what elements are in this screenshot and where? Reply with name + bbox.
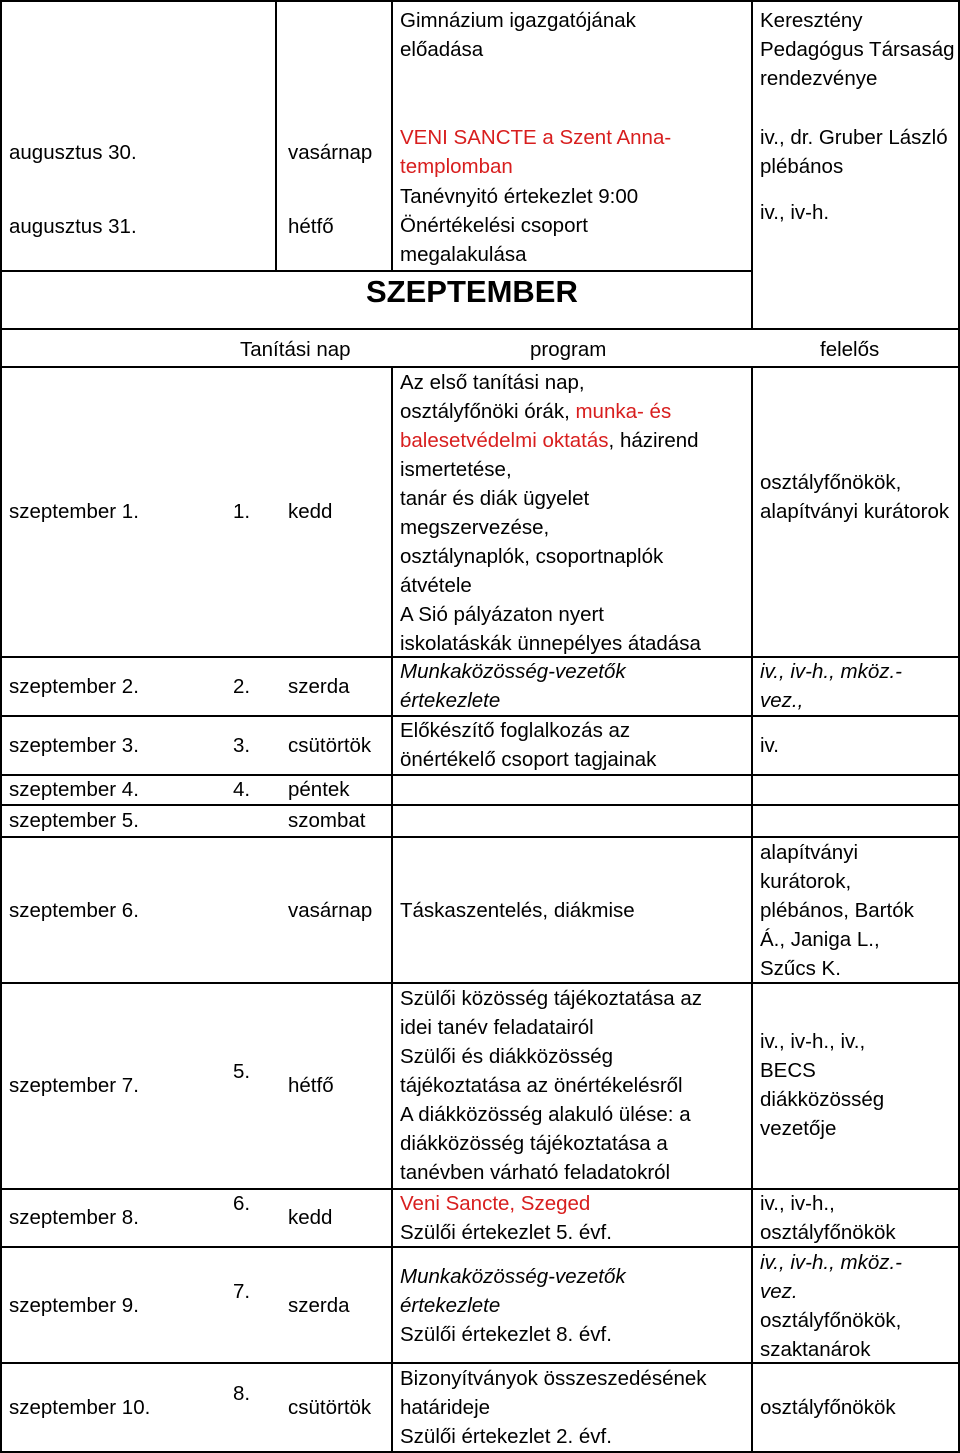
row-day: kedd — [288, 500, 333, 523]
top-program-1: Gimnázium igazgatójának előadása — [400, 9, 636, 61]
row-date: szeptember 9. — [9, 1294, 139, 1317]
row-program: Munkaközösség-vezetők értekezlete — [400, 660, 626, 712]
top-date-2: augusztus 30. — [9, 141, 137, 164]
row-program: Az első tanítási nap, osztályfőnöki órák, munka- és balesetvédelmi oktatás, házirend ismertetése, tanár és diák ügyelet megszervezése, osztálynaplók, csoportnaplók átvétele A Sió pályázaton nyert iskolatáskák ünnepélyes átadása — [400, 371, 701, 655]
row-date: szeptember 7. — [9, 1074, 139, 1097]
row-num: 4. — [233, 778, 251, 801]
row-program: Veni Sancte, Szeged Szülői értekezlet 5. évf. — [400, 1192, 612, 1244]
header-program: program — [530, 338, 607, 361]
header-tanitasi-nap: Tanítási nap — [240, 338, 351, 361]
row-felelos: iv. — [760, 734, 779, 757]
row-day: csütörtök — [288, 734, 372, 757]
row-num: 3. — [233, 734, 251, 757]
row-num: 6. — [233, 1192, 251, 1215]
row-date: szeptember 6. — [9, 899, 139, 922]
row-day: vasárnap — [288, 899, 373, 922]
row-program: Előkészítő foglalkozás az önértékelő csoport tagjainak — [400, 719, 657, 771]
header-felelos: felelős — [820, 338, 880, 361]
row-day: szombat — [288, 809, 366, 832]
row-day: csütörtök — [288, 1396, 372, 1419]
row-date: szeptember 3. — [9, 734, 139, 757]
top-felelos-1: Keresztény Pedagógus Társaság rendezvénye — [760, 9, 955, 90]
row-program: Munkaközösség-vezetők értekezlete Szülői értekezlet 8. évf. — [400, 1265, 626, 1346]
top-program-3: Tanévnyitó értekezlet 9:00 Önértékelési csoport megalakulása — [400, 185, 639, 266]
row-day: kedd — [288, 1206, 333, 1229]
row-day: hétfő — [288, 1074, 334, 1097]
row-date: szeptember 1. — [9, 500, 139, 523]
top-date-3: augusztus 31. — [9, 215, 137, 238]
row-num: 5. — [233, 1060, 251, 1083]
top-program-2: VENI SANCTE a Szent Anna-templomban — [400, 126, 672, 178]
top-day-2: vasárnap — [288, 141, 373, 164]
row-date: szeptember 5. — [9, 809, 139, 832]
row-felelos: iv., iv-h., mköz.-vez., — [760, 660, 902, 712]
row-date: szeptember 2. — [9, 675, 139, 698]
row-felelos: iv., iv-h., mköz.- vez. osztályfőnökök, szaktanárok — [760, 1251, 902, 1361]
top-day-3: hétfő — [288, 215, 334, 238]
row-felelos: osztályfőnökök, alapítványi kurátorok — [760, 471, 950, 523]
row-felelos: osztályfőnökök — [760, 1396, 896, 1419]
row-felelos: iv., iv-h., osztályfőnökök — [760, 1192, 896, 1244]
top-felelos-3: iv., iv-h. — [760, 201, 830, 224]
row-date: szeptember 8. — [9, 1206, 139, 1229]
row-felelos: alapítványi kurátorok, plébános, Bartók Á., Janiga L., Szűcs K. — [760, 841, 914, 980]
row-program: Bizonyítványok összeszedésének határideje Szülői értekezlet 2. évf. — [400, 1367, 707, 1448]
row-num: 7. — [233, 1280, 251, 1303]
row-num: 2. — [233, 675, 251, 698]
row-day: szerda — [288, 675, 350, 698]
row-day: péntek — [288, 778, 350, 801]
row-day: szerda — [288, 1294, 350, 1317]
row-program: Táskaszentelés, diákmise — [400, 899, 635, 922]
top-felelos-2: iv., dr. Gruber László plébános — [760, 126, 948, 178]
month-title: SZEPTEMBER — [366, 274, 578, 309]
row-num: 1. — [233, 500, 251, 523]
row-program: Szülői közösség tájékoztatása az idei tanév feladatairól Szülői és diákközösség tájékoztatása az önértékelésről A diákközösség alakuló ülése: a diákközösség tájékoztatása a tanévben várható feladatokról — [400, 987, 702, 1184]
row-date: szeptember 10. — [9, 1396, 151, 1419]
row-num: 8. — [233, 1382, 251, 1405]
row-felelos: iv., iv-h., iv., BECS diákközösség vezetője — [760, 1030, 885, 1140]
row-date: szeptember 4. — [9, 778, 139, 801]
